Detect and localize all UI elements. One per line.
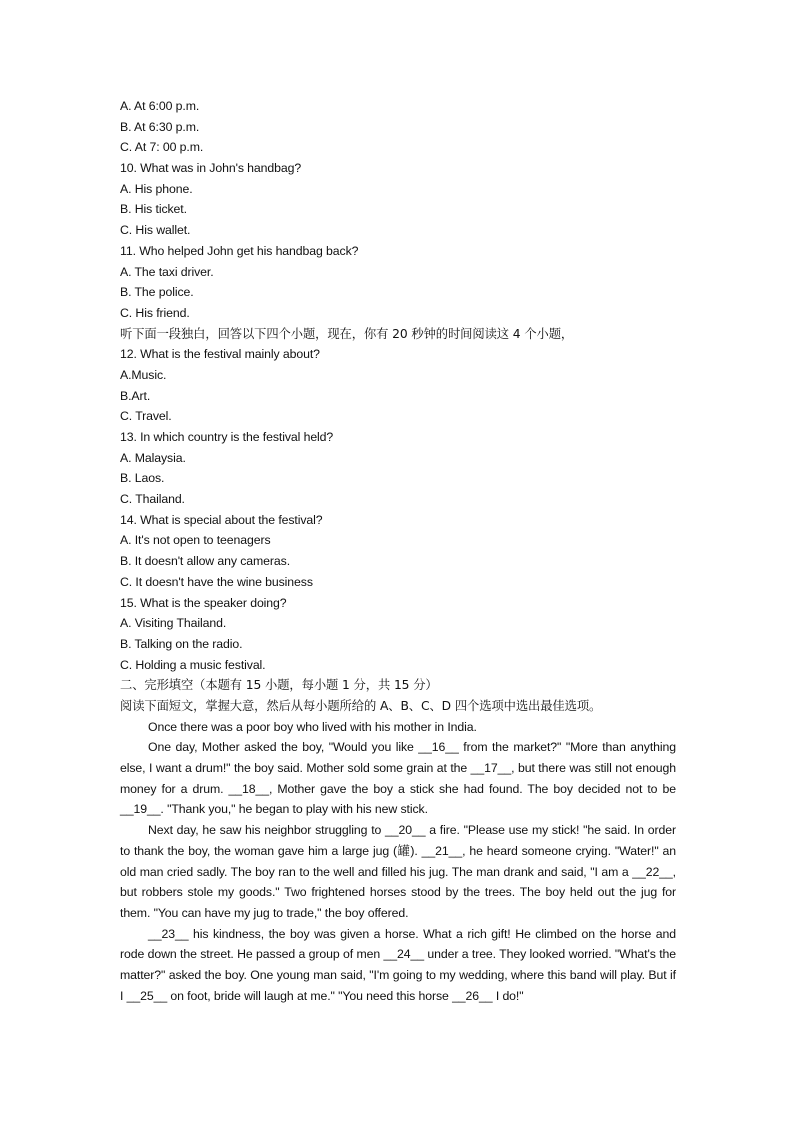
- option-line: C. Holding a music festival.: [120, 657, 266, 672]
- question-line: 11. Who helped John get his handbag back?: [120, 243, 359, 258]
- question-line: 14. What is special about the festival?: [120, 512, 323, 527]
- option-line: C. Travel.: [120, 409, 172, 424]
- option-line: B. The police.: [120, 285, 194, 300]
- section-instruction: 听下面一段独白，回答以下四个小题，现在，你有 20 秒钟的时间阅读这 4 个小题，: [120, 326, 574, 341]
- option-line: A. At 6:00 p.m.: [120, 99, 200, 113]
- option-line: C. It doesn't have the wine business: [120, 574, 313, 589]
- option-line: C. At 7: 00 p.m.: [120, 140, 204, 155]
- passage-paragraph: __23__ his kindness, the boy was given a horse. What a rich gift! He climbed on the horse and rode down the street. He passed a group of men __24__ under a tree. They looked worried. "What's the matter?" asked the boy. One young man said, "I'm going to my wedding, where this band will play. But if I __25__ on foot, bride will laugh at me." "You need this horse __26__ I do!": [120, 926, 676, 1003]
- option-line: B. Talking on the radio.: [120, 636, 243, 651]
- option-line: A. It's not open to teenagers: [120, 533, 271, 548]
- option-line: B.Art.: [120, 388, 151, 403]
- option-line: B. At 6:30 p.m.: [120, 119, 200, 134]
- option-line: B. Laos.: [120, 471, 165, 486]
- passage-paragraph: Next day, he saw his neighbor struggling to __20__ a fire. "Please use my stick! "he said. In order to thank the boy, the woman gave him a large jug (罐). __21__, he heard someone crying. "Water!" an old man cried sadly. The boy ran to the well and filled his jug. The man drank and said, "I am a __22__, but robbers stole my goods." Two frightened horses stood by the trees. The boy held out the jug for them. "You can have my jug to trade," the boy offered.: [120, 823, 676, 920]
- option-line: C. His friend.: [120, 305, 190, 320]
- question-line: 13. In which country is the festival held?: [120, 430, 334, 444]
- passage-paragraph: Once there was a poor boy who lived with his mother in India.: [148, 719, 477, 734]
- option-line: A. His phone.: [120, 181, 193, 196]
- passage-paragraph: One day, Mother asked the boy, "Would you like __16__ from the market?" "More than anything else, I want a drum!" the boy said. Mother sold some grain at the __17__, but there was still not enough money for a drum. __18__, Mother gave the boy a stick she had found. The boy decided not to be __19__. "Thank you," he began to play with his new stick.: [120, 740, 676, 817]
- option-line: A. Visiting Thailand.: [120, 616, 227, 631]
- option-line: B. His ticket.: [120, 202, 187, 217]
- question-line: 10. What was in John's handbag?: [120, 161, 302, 176]
- option-line: A. The taxi driver.: [120, 264, 214, 279]
- option-line: B. It doesn't allow any cameras.: [120, 554, 291, 569]
- option-line: C. His wallet.: [120, 223, 191, 238]
- option-line: C. Thailand.: [120, 492, 185, 507]
- section-instruction: 阅读下面短文，掌握大意，然后从每小题所给的 A、B、C、D 四个选项中选出最佳选项。: [120, 698, 602, 713]
- document-page: [120, 96, 676, 1006]
- section-heading: 二、完形填空（本题有 15 小题，每小题 1 分，共 15 分）: [120, 678, 438, 693]
- option-line: A.Music.: [120, 367, 167, 382]
- option-line: A. Malaysia.: [120, 450, 186, 465]
- question-line: 15. What is the speaker doing?: [120, 595, 287, 610]
- question-line: 12. What is the festival mainly about?: [120, 347, 320, 362]
